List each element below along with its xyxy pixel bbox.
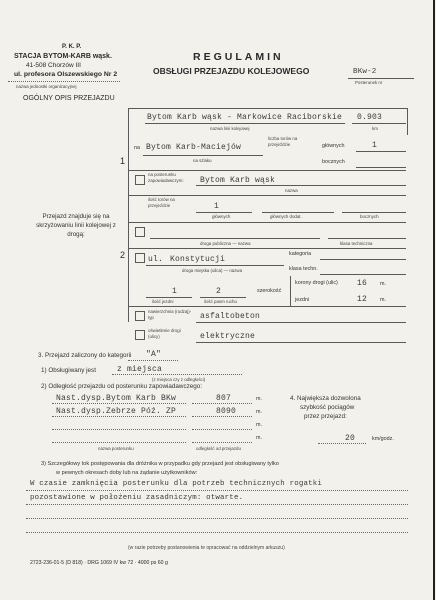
- speed-label-3: przez przejazd:: [304, 413, 347, 420]
- distance-row-3-unit: m.: [256, 422, 262, 428]
- speed-unit: km/godz.: [372, 436, 394, 442]
- operated-caption: (z miejsca czy z odległości): [152, 377, 206, 382]
- procedure-text-1: 3) Szczegółowy tok postępowania dla dróżnika w przypadku gdy przejazd jest obsługiwany tylko: [41, 461, 279, 467]
- section-value: Bytom Karb-Maciejów: [146, 143, 242, 152]
- distance-row-1-name: Nast.dysp.Bytom Karb BKw: [56, 394, 177, 403]
- operated-label: 1) Obsługiwany jest: [41, 367, 96, 374]
- km-caption: km: [372, 126, 378, 131]
- section-heading: OGÓLNY OPIS PRZEJAZDU: [23, 95, 115, 102]
- traffic-value: 2: [216, 287, 222, 296]
- document-title: REGULAMIN: [193, 51, 284, 63]
- track-main-caption: głównych: [212, 214, 231, 219]
- street-prefix: ul.: [148, 255, 164, 264]
- category-item-value: "A": [146, 350, 162, 359]
- org-line-4: ul. profesora Olszewskiego Nr 2: [14, 71, 118, 78]
- post-code: BKw-2: [353, 68, 377, 76]
- lanes-value: 1: [172, 287, 178, 296]
- track-main-add-caption: głównych dodat.: [270, 214, 302, 219]
- distance-row-2-name: Nast.dysp.Zebrze Póź. ZP: [56, 407, 177, 416]
- post-label: na posterunku zapowiadawczym:: [148, 172, 184, 183]
- traffic-caption: ilość pasm ruchu: [204, 299, 237, 304]
- section-caption: na szlaku: [193, 158, 212, 163]
- tracks-side-label: bocznych: [322, 159, 345, 165]
- footnote: (w razie potrzeby postanowienia te opracować na oddzielnym arkuszu): [128, 545, 285, 551]
- distance-label: 2) Odległość przejazdu od posterunku zapowiadawczego:: [41, 383, 203, 390]
- lighting-label: oświetlenie drogi (ulicy): [148, 328, 181, 339]
- operated-value: z miejsca: [117, 365, 163, 374]
- distance-value-caption: odległość od przejazdu: [196, 446, 241, 451]
- width-label: szerokość: [257, 288, 282, 294]
- distance-row-1-unit: m.: [256, 396, 262, 402]
- distance-row-4-unit: m.: [256, 435, 262, 441]
- crown-unit: m.: [380, 281, 386, 287]
- org-caption: nazwa jednostki organizacyjnej: [16, 84, 77, 89]
- procedure-value-1: W czasie zamknięcia posterunku dla potrzeb technicznych rogatki: [30, 480, 323, 488]
- line-name-value: Bytom Karb wąsk - Markowice Raciborskie: [147, 113, 343, 122]
- track-count-label: ilość torów na przejeździe: [148, 197, 175, 208]
- tracks-main-label: głównych: [322, 143, 345, 149]
- km-value: 0.903: [357, 113, 383, 122]
- distance-row-1-value: 807: [216, 394, 232, 403]
- document-subtitle: OBSŁUGI PRZEJAZDU KOLEJOWEGO: [153, 66, 310, 76]
- section-prefix: na: [134, 145, 140, 151]
- distance-row-2-value: 8090: [216, 407, 237, 416]
- crown-label: korony drogi (ulic): [295, 280, 338, 286]
- surface-label: nawierzchnia (rodzaj)-typ: [148, 309, 192, 320]
- post-value: Bytom Karb wąsk: [200, 176, 276, 185]
- line-name-caption: nazwa linii kolejowej: [210, 126, 250, 131]
- category-item-label: 3. Przejazd zaliczony do kategorii: [38, 352, 132, 359]
- speed-value: 20: [345, 434, 356, 443]
- section-marker-1: 1: [120, 156, 126, 166]
- located-label: Przejazd znajduje się na skrzyżowaniu linii kolejowej z drogą:: [36, 213, 116, 238]
- surface-value: asfaltobeton: [200, 312, 261, 321]
- category-label: kategoria: [289, 251, 312, 257]
- roadway-label: jezdni: [295, 297, 310, 303]
- tracks-label: liczba torów na przejeździe: [268, 136, 298, 147]
- track-side-caption: bocznych: [360, 214, 379, 219]
- lanes-caption: ilość jezdni: [152, 299, 174, 304]
- street-caption: droga miejska (ulica) — nazwa: [182, 268, 243, 273]
- roadway-unit: m.: [380, 297, 386, 303]
- org-line-3: 41-508 Chorzów III: [26, 62, 81, 69]
- roadway-value: 12: [357, 295, 368, 304]
- class-tech-label: klasa techn.: [289, 266, 318, 272]
- speed-label-1: 4. Największa dozwolona: [290, 395, 361, 402]
- section-marker-2: 2: [120, 250, 126, 260]
- procedure-text-2: w pewnych okresach doby lub na żądanie użytkowników:: [56, 470, 198, 476]
- street-value: Konstytucji: [170, 255, 226, 264]
- distance-row-2-unit: m.: [256, 409, 262, 415]
- tracks-main-value: 1: [372, 141, 378, 150]
- post-caption: nazwa: [285, 188, 298, 193]
- org-line-1: P. K. P.: [62, 44, 82, 50]
- road-class-caption: klasa techniczna: [340, 241, 373, 246]
- org-line-2: STACJA BYTOM-KARB wąsk.: [14, 53, 112, 60]
- speed-label-2: szybkość pociągów: [300, 404, 355, 411]
- distance-name-caption: nazwa posterunku: [98, 446, 134, 451]
- crown-value: 16: [357, 279, 368, 288]
- lighting-value: elektryczne: [200, 332, 256, 341]
- print-code: 2723-236-01-5 (D 818) · DRG 1069 IV kw 72 · 4000 ps 60 g: [30, 560, 168, 566]
- post-code-caption: Posterunek nr: [355, 80, 383, 85]
- track-main-value: 1: [214, 202, 220, 211]
- procedure-value-2: pozostawione w położeniu zasadniczym: otwarte.: [30, 494, 244, 502]
- road-caption: droga publiczna — nazwa: [200, 241, 251, 246]
